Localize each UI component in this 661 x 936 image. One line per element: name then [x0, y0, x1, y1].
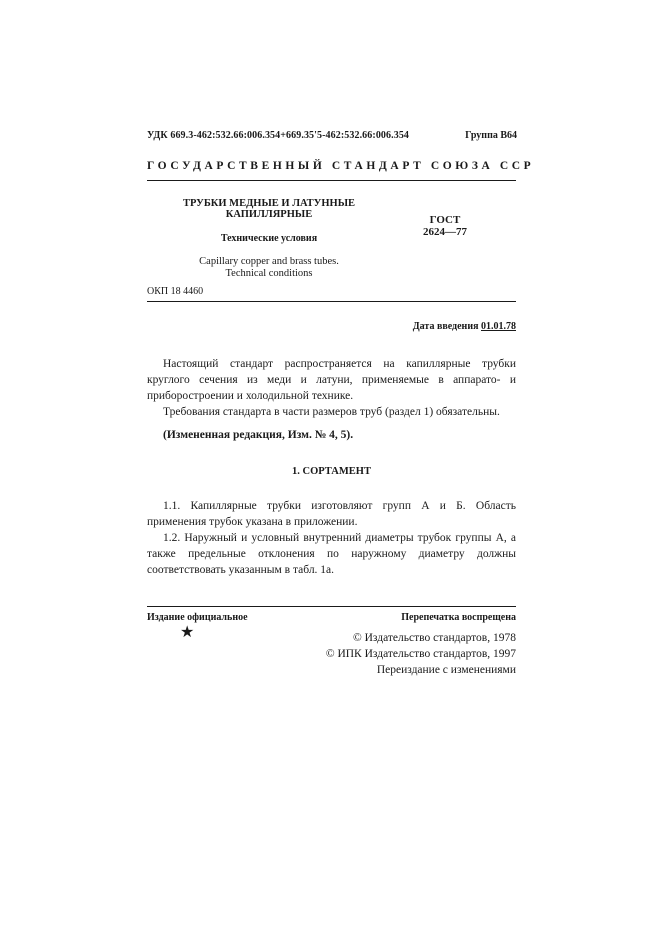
title-line-1: ТРУБКИ МЕДНЫЕ И ЛАТУННЫЕ — [182, 198, 356, 209]
item-1-2: 1.2. Наружный и условный внутренний диаметры трубок группы А, а также предельные отклонения по наружному диаметру должны соответствовать указанным в табл. 1а. — [147, 532, 516, 576]
english-title — [150, 256, 388, 280]
introduction-date-label: Дата введения — [412, 321, 479, 332]
gost-designation — [400, 214, 490, 238]
state-standard-heading: ГОСУДАРСТВЕННЫЙ СТАНДАРТ СОЮЗА ССР — [147, 160, 535, 172]
paragraph-scope: Настоящий стандарт распространяется на капиллярные трубки круглого сечения из меди и латуни, применяемые в аппарато- и приборостроении и холодильной технике. — [147, 358, 516, 402]
copyright-1978: © Издательство стандартов, 1978 — [352, 632, 516, 644]
bottom-rule — [147, 301, 516, 302]
document-title — [150, 198, 388, 220]
star-icon: ★ — [180, 622, 195, 641]
udk-code: УДК 669.3-462:532.66:006.354+669.35'5-462:532.66:006.354 — [147, 130, 410, 141]
copyright-1997: © ИПК Издательство стандартов, 1997 — [325, 648, 516, 660]
gost-number: 2624—77 — [423, 226, 467, 238]
reissue-note: Переиздание с изменениями — [376, 664, 516, 676]
document-subtitle: Технические условия — [220, 233, 318, 244]
title-line-2: КАПИЛЛЯРНЫЕ — [225, 209, 313, 220]
gost-label: ГОСТ — [429, 214, 461, 226]
paragraph-amendment: (Измененная редакция, Изм. № 4, 5). — [163, 429, 354, 441]
section-heading-assortment: 1. СОРТАМЕНТ — [292, 466, 371, 477]
reprint-prohibited: Перепечатка воспрещена — [401, 612, 516, 623]
group-code: Группа В64 — [465, 130, 517, 141]
official-edition: Издание официальное — [147, 612, 248, 623]
item-1-1: 1.1. Капиллярные трубки изготовляют групп А и Б. Область применения трубок указана в приложении. — [147, 500, 516, 528]
footer-rule — [147, 606, 516, 607]
paragraph-requirements: Требования стандарта в части размеров труб (раздел 1) обязательны. — [163, 406, 500, 418]
introduction-date — [413, 321, 516, 332]
english-title-line-1: Capillary copper and brass tubes. — [199, 256, 339, 267]
introduction-date-value: 01.01.78 — [481, 321, 516, 332]
okp-code: ОКП 18 4460 — [147, 286, 204, 297]
top-rule — [147, 180, 516, 181]
english-title-line-2: Technical conditions — [225, 268, 313, 279]
